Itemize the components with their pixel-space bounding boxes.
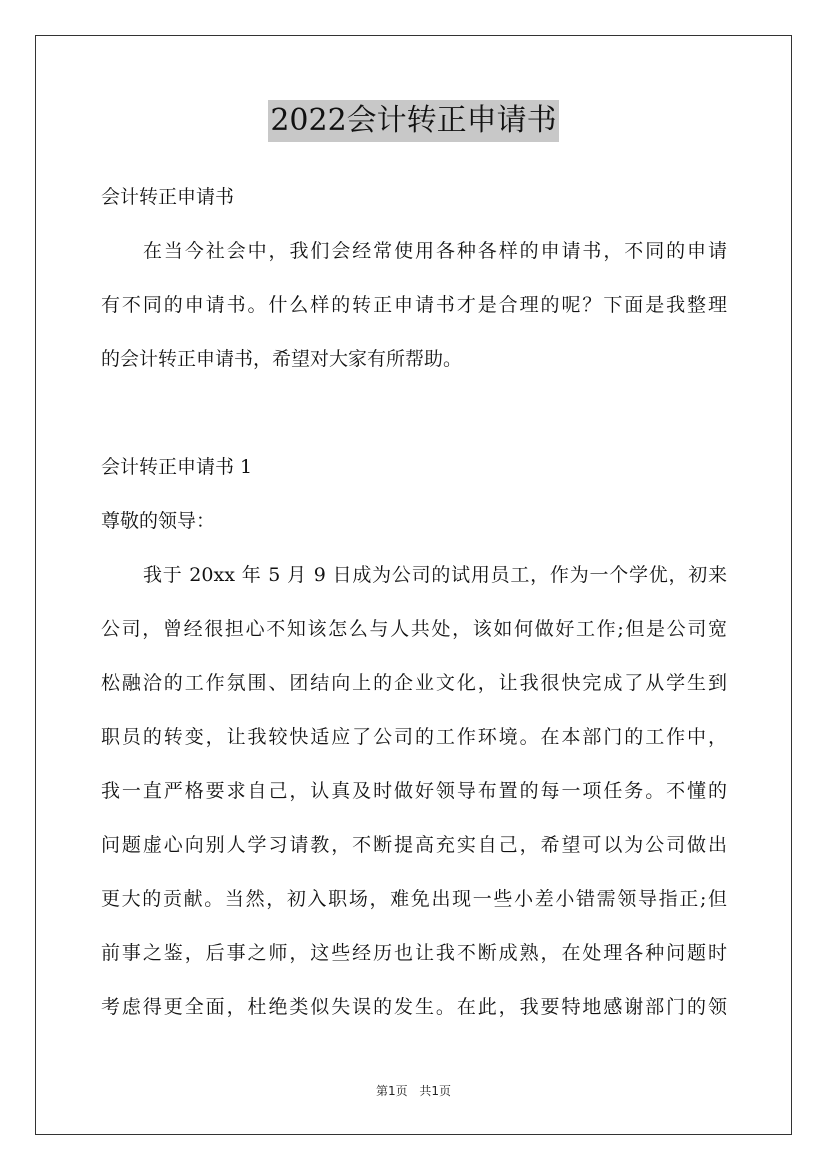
intro-line: 的会计转正申请书，希望对大家有所帮助。 [101, 348, 463, 370]
page-footer [0, 1082, 827, 1099]
title-container [0, 100, 827, 142]
intro-line: 有不同的申请书。什么样的转正申请书才是合理的呢？下面是我整理 [101, 294, 727, 316]
section-heading: 会计转正申请书 1 [101, 456, 253, 478]
page-total: 共1页 [419, 1084, 452, 1098]
salutation: 尊敬的领导： [101, 510, 216, 532]
document-body [101, 170, 727, 1034]
body-line: 松融洽的工作氛围、团结向上的企业文化，让我很快完成了从学生到 [101, 672, 727, 694]
body-line: 我于 20xx 年 5 月 9 日成为公司的试用员工，作为一个学优，初来 [143, 564, 727, 586]
body-line: 更大的贡献。当然，初入职场，难免出现一些小差小错需领导指正;但 [101, 888, 727, 910]
body-line: 职员的转变，让我较快适应了公司的工作环境。在本部门的工作中， [101, 726, 727, 748]
body-line: 考虑得更全面，杜绝类似失误的发生。在此，我要特地感谢部门的领 [101, 996, 727, 1018]
page-number: 第1页 [375, 1084, 408, 1098]
body-line: 问题虚心向别人学习请教，不断提高充实自己，希望可以为公司做出 [101, 834, 727, 856]
body-line: 我一直严格要求自己，认真及时做好领导布置的每一项任务。不懂的 [101, 780, 727, 802]
intro-line: 在当今社会中，我们会经常使用各种各样的申请书，不同的申请 [143, 240, 727, 262]
subtitle: 会计转正申请书 [101, 186, 235, 208]
body-line: 公司，曾经很担心不知该怎么与人共处，该如何做好工作;但是公司宽 [101, 618, 727, 640]
body-line: 前事之鉴，后事之师，这些经历也让我不断成熟，在处理各种问题时 [101, 942, 727, 964]
document-title: 2022会计转正申请书 [268, 100, 558, 142]
paragraph-gap [101, 386, 727, 440]
